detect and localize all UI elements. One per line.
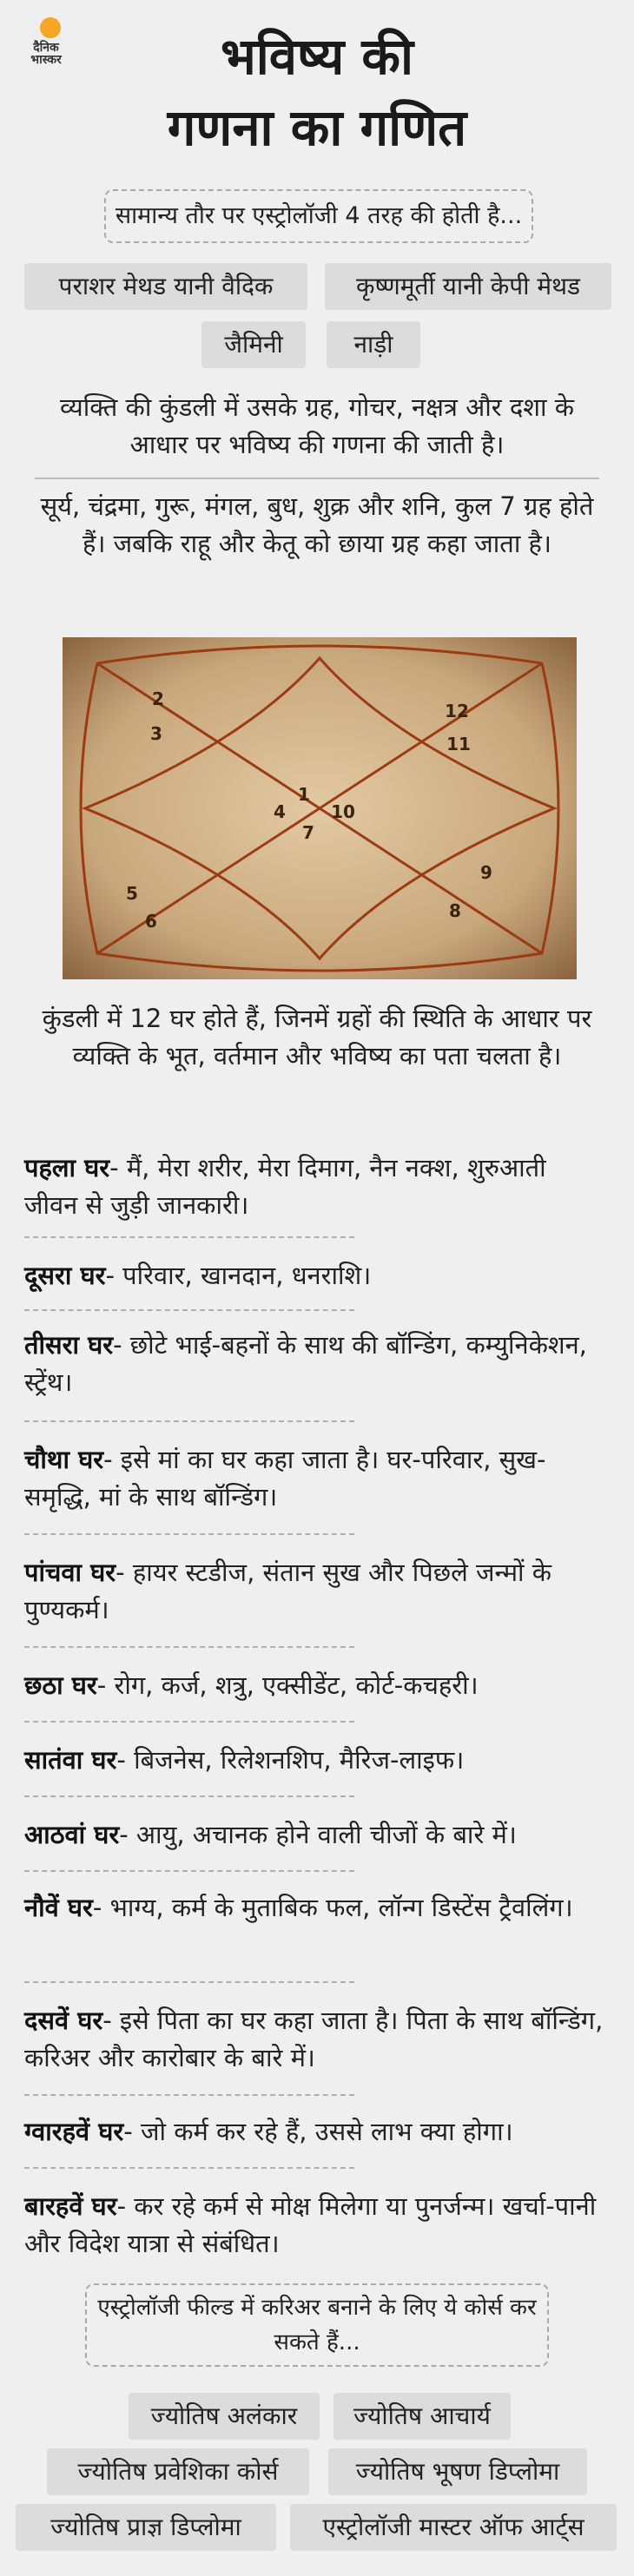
house-separator [24, 1981, 354, 1983]
title-line-1: भविष्य की [220, 27, 414, 86]
house-name: तीसरा घर [24, 1330, 114, 1360]
type-pill-parashar: पराशर मेथड यानी वैदिक [24, 263, 307, 310]
type-pill-kp: कृष्णमूर्ती यानी केपी मेथड [325, 263, 611, 310]
house-name: दसवें घर [24, 2006, 103, 2035]
house-name: सातंवा घर [24, 1745, 117, 1775]
house-item-3 [24, 1327, 606, 1401]
house-number-11: 11 [446, 734, 471, 754]
house-desc: - हायर स्टडीज, संतान सुख और पिछले जन्मों के पुण्यकर्म। [24, 1558, 552, 1624]
house-desc: - बिजनेस, रिलेशनशिप, मैरिज-लाइफ। [116, 1745, 465, 1775]
house-item-4 [24, 1441, 606, 1516]
house-name: छठा घर [24, 1670, 97, 1700]
house-separator [24, 1646, 354, 1648]
house-name: ग्वारहवें घर [24, 2117, 124, 2146]
house-separator [24, 1420, 354, 1422]
divider-1 [35, 478, 599, 479]
type-pill-nadi: नाड़ी [327, 321, 420, 368]
house-number-4: 4 [274, 801, 286, 822]
house-name: आठवां घर [24, 1820, 120, 1849]
course-pill-praveshika: ज्योतिष प्रवेशिका कोर्स [47, 2448, 309, 2495]
house-name: पांचवा घर [24, 1558, 116, 1587]
house-number-2: 2 [152, 688, 164, 709]
house-separator [24, 2167, 354, 2169]
types-heading-text: सामान्य तौर पर एस्ट्रोलॉजी 4 तरह की होती है... [115, 202, 523, 229]
kundli-chart [63, 637, 577, 979]
house-number-3: 3 [150, 723, 162, 744]
house-number-12: 12 [445, 701, 469, 721]
house-desc: - भाग्य, कर्म के मुताबिक फल, लॉन्ग डिस्टेंस ट्रैवलिंग। [92, 1893, 573, 1922]
para-grah-count: सूर्य, चंद्रमा, गुरू, मंगल, बुध, शुक्र और शनि, कुल 7 ग्रह होते हैं। जबकि राहू और केतू को छाया ग्रह कहा जाता है। [40, 491, 594, 558]
type-pill-jaimini: जैमिनी [201, 321, 306, 368]
house-separator [24, 1795, 354, 1797]
house-number-6: 6 [145, 911, 157, 932]
house-desc: - इसे पिता का घर कहा जाता है। पिता के साथ बॉन्डिंग, करिअर और कारोबार के बारे में। [24, 2006, 604, 2072]
page-title [0, 21, 634, 163]
house-item-6 [24, 1667, 606, 1704]
house-item-12 [24, 2188, 606, 2263]
course-pill-acharya: ज्योतिष आचार्य [334, 2393, 511, 2440]
course-pill-pragya: ज्योतिष प्राज्ञ डिप्लोमा [16, 2504, 276, 2551]
house-desc: - आयु, अचानक होने वाली चीजों के बारे में। [119, 1820, 517, 1849]
house-name: बारहवें घर [24, 2191, 117, 2221]
course-pill-bhushan: ज्योतिष भूषण डिप्लोमा [328, 2448, 587, 2495]
house-name: पहला घर [24, 1153, 110, 1183]
house-separator [24, 1721, 354, 1723]
house-item-9 [24, 1889, 606, 1927]
house-separator [24, 1309, 354, 1311]
house-separator [24, 2094, 354, 2096]
house-number-10: 10 [331, 801, 355, 822]
house-item-5 [24, 1554, 606, 1629]
house-item-7 [24, 1742, 606, 1779]
house-number-9: 9 [480, 862, 492, 883]
para-12-houses: कुंडली में 12 घर होते हैं, जिनमें ग्रहों की स्थिति के आधार पर व्यक्ति के भूत, वर्तमान और भविष्य का पता चलता है। [42, 1004, 592, 1071]
title-line-2: गणना का गणित [167, 98, 467, 157]
house-desc: - कर रहे कर्म से मोक्ष मिलेगा या पुनर्जन्म। खर्चा-पानी और विदेश यात्रा से संबंधित। [24, 2191, 597, 2258]
courses-heading [85, 2283, 549, 2367]
dainik-bhaskar-logo: दैनिक भास्कर [19, 17, 73, 71]
house-desc: - इसे मां का घर कहा जाता है। घर-परिवार, सुख-समृद्धि, मां के साथ बॉन्डिंग। [24, 1445, 546, 1512]
house-number-8: 8 [449, 900, 461, 921]
house-separator [24, 1533, 354, 1535]
para-grah-gochar: व्यक्ति की कुंडली में उसके ग्रह, गोचर, नक्षत्र और दशा के आधार पर भविष्य की गणना की जाती है। [60, 392, 574, 459]
house-item-1 [24, 1150, 606, 1224]
house-number-5: 5 [126, 883, 138, 904]
house-name: नौवें घर [24, 1893, 93, 1922]
house-desc: - परिवार, खानदान, धनराशि। [105, 1261, 372, 1290]
types-heading [104, 189, 533, 243]
courses-heading-text: एस्ट्रोलॉजी फील्ड में करिअर बनाने के लिए ये कोर्स कर सकते हैं... [97, 2295, 537, 2355]
house-desc: - मैं, मेरा शरीर, मेरा दिमाग, नैन नक्श, शुरुआती जीवन से जुड़ी जानकारी। [24, 1153, 546, 1220]
course-pill-alankar: ज्योतिष अलंकार [129, 2393, 320, 2440]
house-item-8 [24, 1816, 606, 1854]
course-pill-master-arts: एस्ट्रोलॉजी मास्टर ऑफ आर्ट्स [290, 2504, 617, 2551]
house-desc: - जो कर्म कर रहे हैं, उससे लाभ क्या होगा। [123, 2117, 513, 2146]
house-number-7: 7 [302, 822, 314, 843]
house-item-10 [24, 2002, 606, 2077]
house-name: चौथा घर [24, 1445, 104, 1474]
house-separator [24, 1870, 354, 1872]
house-name: दूसरा घर [24, 1261, 106, 1290]
house-number-1: 1 [298, 784, 310, 805]
house-desc: - छोटे भाई-बहनों के साथ की बॉन्डिंग, कम्युनिकेशन, स्ट्रेंथ। [24, 1330, 587, 1397]
house-desc: - रोग, कर्ज, शत्रु, एक्सीडेंट, कोर्ट-कचहरी। [96, 1670, 479, 1700]
house-item-2 [24, 1257, 606, 1295]
house-item-11 [24, 2113, 606, 2151]
house-separator [24, 1236, 354, 1238]
